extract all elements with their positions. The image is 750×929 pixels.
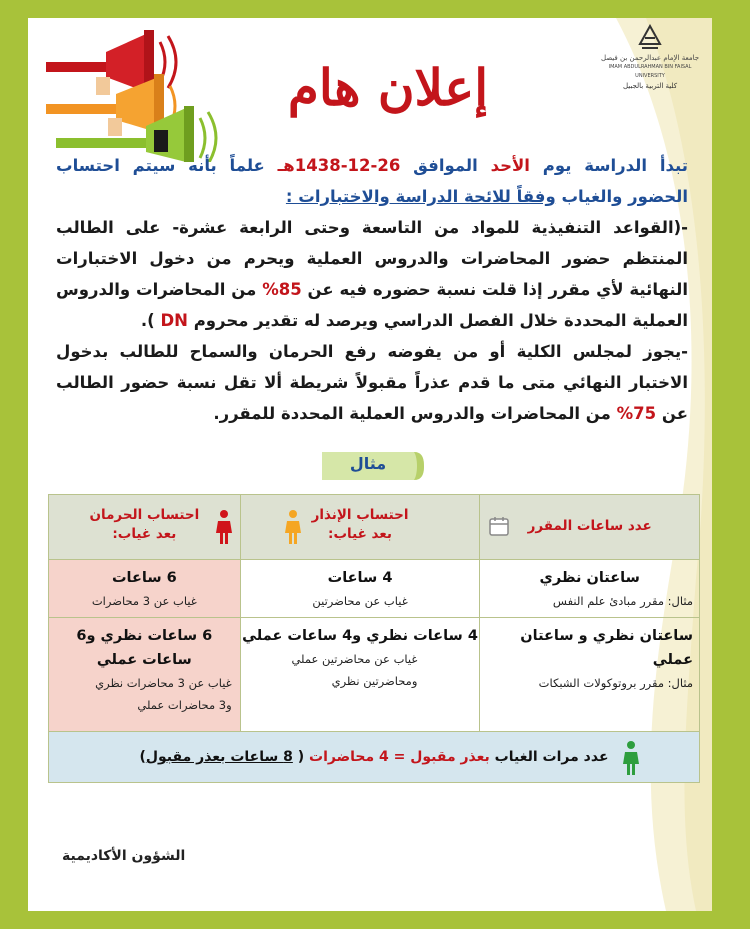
announcement-page — [28, 18, 712, 911]
announcement-body — [56, 150, 688, 429]
example-tag-label: مثال — [349, 454, 387, 473]
header-deprivation: احتساب الحرمان بعد غياب: — [49, 495, 241, 560]
red-person-icon — [216, 509, 232, 545]
table-row: ساعتان نظري مثال: مقرر مبادئ علم النفس 4 ساعات غياب عن محاضرتين 6 ساعات غياب عن 3 محاضرات — [49, 560, 700, 618]
calendar-icon — [488, 515, 510, 537]
megaphones-illustration — [36, 22, 256, 162]
page-title: إعلان هام — [287, 58, 489, 117]
university-logo — [600, 24, 700, 90]
paragraph-3: -يجوز لمجلس الكلية أو من يفوضه رفع الحرمان والسماح للطالب بدخول الاختبار النهائي متى ما قدم عذراً مقبولاً شريطة ألا تقل نسبة حضور الطالب عن 75% من المحاضرات والدروس العملية المحددة للمقرر. — [56, 342, 688, 423]
footer-summary: عدد مرات الغياب بعذر مقبول = 4 محاضرات ( 8 ساعات بعذر مقبول) — [139, 749, 609, 765]
college-name: كلية التربية بالجبيل — [622, 82, 678, 90]
department-signature: الشؤون الأكاديمية — [62, 848, 186, 864]
regulations-reference: وفقاً للائحة الدراسة والاختبارات : — [285, 187, 556, 206]
green-person-icon — [623, 740, 639, 776]
table-footer-row — [49, 732, 700, 783]
university-name: جامعة الإمام عبدالرحمن بن فيصل — [600, 54, 700, 62]
table-header-row — [49, 495, 700, 560]
header-hours: عدد ساعات المقرر — [480, 495, 700, 560]
university-logo-icon — [636, 24, 664, 50]
paragraph-1: تبدأ الدراسة يوم الأحد الموافق 26-12-1438هـ علماً بأنه سيتم احتساب الحضور والغياب وفقاً للائحة الدراسة والاختبارات : — [56, 156, 688, 206]
attendance-table — [48, 494, 700, 783]
orange-person-icon — [285, 509, 301, 545]
table-row: ساعتان نظري و ساعتان عملي مثال: مقرر بروتوكولات الشبكات 4 ساعات نظري و4 ساعات عملي غياب عن محاضرتين عملي ومحاضرتين نظري 6 ساعات نظري و6 ساعات عملي غياب عن 3 محاضرات نظري و3 محاضرات عملي — [49, 618, 700, 732]
university-name-en: IMAM ABDULRAHMAN BIN FAISAL UNIVERSITY — [608, 64, 692, 79]
paragraph-2: -(القواعد التنفيذية للمواد من التاسعة وحتى الرابعة عشرة- على الطالب المنتظم حضور المحاضرات والدروس العملية ويحرم من دخول الاختبارات النهائية لأي مقرر إذا قلت نسبة حضوره فيه عن 85% من المحاضرات والدروس العملية المحددة خلال الفصل الدراسي ويرصد له تقدير محروم DN ). — [56, 218, 688, 330]
header-warning: احتساب الإنذار بعد غياب: — [240, 495, 480, 560]
